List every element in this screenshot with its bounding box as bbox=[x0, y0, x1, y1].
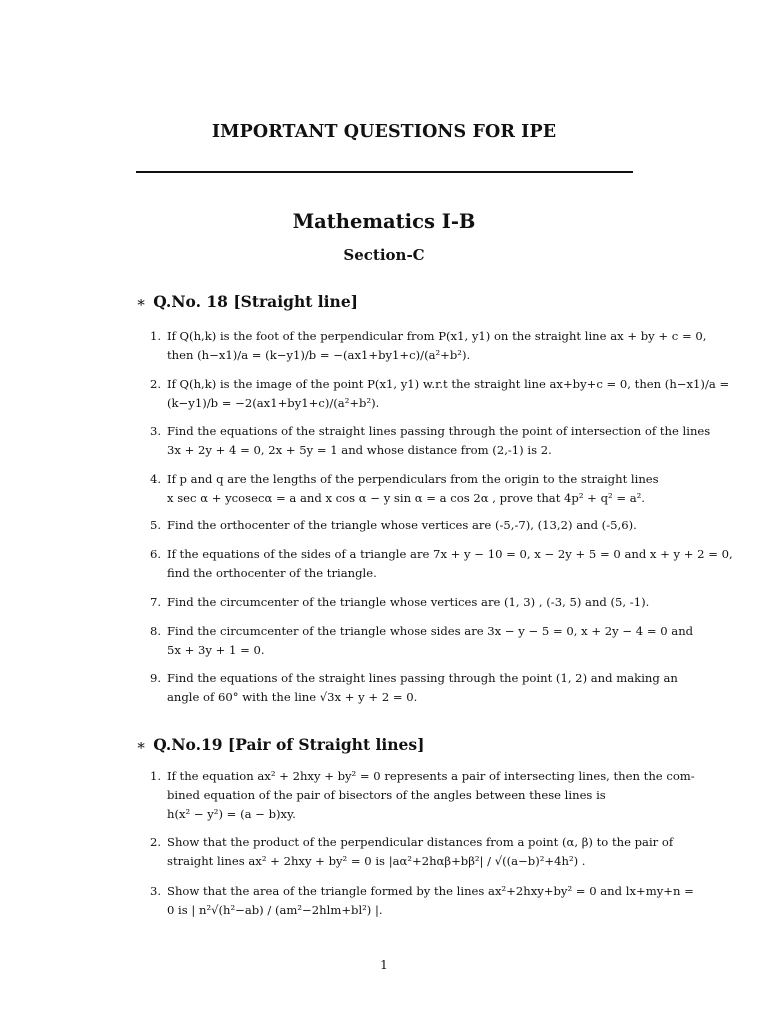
item-number: 1. bbox=[150, 329, 162, 343]
item-line: then (h−x1)/a = (k−y1)/b = −(ax1+by1+c)/(a²+b²). bbox=[167, 348, 471, 362]
item-line: bined equation of the pair of bisectors of the angles between these lines is bbox=[167, 788, 606, 802]
item-line: Find the equations of the straight lines passing through the point of intersection of the lines bbox=[167, 424, 711, 438]
question-heading-text: Q.No. 18 [Straight line] bbox=[153, 292, 359, 311]
item-line: x sec α + ycosecα = a and x cos α − y sin α = a cos 2α , prove that 4p² + q² = a². bbox=[167, 491, 645, 505]
item-line: Show that the product of the perpendicular distances from a point (α, β) to the pair of bbox=[167, 835, 674, 849]
item-line: 5x + 3y + 1 = 0. bbox=[167, 643, 265, 657]
item-line: Find the circumcenter of the triangle whose sides are 3x − y − 5 = 0, x + 2y − 4 = 0 and bbox=[167, 624, 694, 638]
item-line: If Q(h,k) is the foot of the perpendicular from P(x1, y1) on the straight line ax + by + c = 0, bbox=[167, 329, 707, 343]
item-line: straight lines ax² + 2hxy + by² = 0 is |aα²+2hαβ+bβ²| / √((a−b)²+4h²) . bbox=[167, 854, 586, 868]
item-number: 5. bbox=[150, 518, 162, 532]
question-heading-18 bbox=[136, 292, 358, 311]
item-number: 2. bbox=[150, 377, 162, 391]
item-line: If the equation ax² + 2hxy + by² = 0 represents a pair of intersecting lines, then the com- bbox=[167, 769, 695, 783]
star-bullet-icon: ∗ bbox=[136, 736, 147, 754]
item-number: 6. bbox=[150, 547, 162, 561]
item-line: find the orthocenter of the triangle. bbox=[167, 566, 377, 580]
subject-heading: Mathematics I-B bbox=[292, 210, 476, 233]
item-line: Find the circumcenter of the triangle whose vertices are (1, 3) , (-3, 5) and (5, -1). bbox=[167, 595, 650, 609]
section-heading: Section-C bbox=[343, 246, 425, 264]
item-line: angle of 60° with the line √3x + y + 2 = 0. bbox=[167, 690, 418, 704]
item-line: If p and q are the lengths of the perpendiculars from the origin to the straight lines bbox=[167, 472, 659, 486]
item-number: 3. bbox=[150, 884, 162, 898]
item-line: If Q(h,k) is the image of the point P(x1, y1) w.r.t the straight line ax+by+c = 0, then (h−x1)/a = bbox=[167, 377, 730, 391]
item-number: 8. bbox=[150, 624, 162, 638]
item-line: (k−y1)/b = −2(ax1+by1+c)/(a²+b²). bbox=[167, 396, 380, 410]
question-heading-19 bbox=[136, 735, 424, 754]
item-line: Find the orthocenter of the triangle whose vertices are (-5,-7), (13,2) and (-5,6). bbox=[167, 518, 637, 532]
item-number: 3. bbox=[150, 424, 162, 438]
item-line: 0 is | n²√(h²−ab) / (am²−2hlm+bl²) |. bbox=[167, 903, 383, 917]
item-line: If the equations of the sides of a triangle are 7x + y − 10 = 0, x − 2y + 5 = 0 and x + y + 2 = 0, bbox=[167, 547, 733, 561]
item-number: 9. bbox=[150, 671, 162, 685]
star-bullet-icon: ∗ bbox=[136, 293, 147, 311]
item-line: 3x + 2y + 4 = 0, 2x + 5y = 1 and whose distance from (2,-1) is 2. bbox=[167, 443, 552, 457]
title-divider bbox=[136, 171, 633, 173]
item-line: h(x² − y²) = (a − b)xy. bbox=[167, 807, 296, 821]
document-title: IMPORTANT QUESTIONS FOR IPE bbox=[211, 122, 557, 142]
page-number: 1 bbox=[380, 958, 388, 972]
item-number: 1. bbox=[150, 769, 162, 783]
item-number: 7. bbox=[150, 595, 162, 609]
item-number: 4. bbox=[150, 472, 162, 486]
item-line: Show that the area of the triangle formed by the lines ax²+2hxy+by² = 0 and lx+my+n = bbox=[167, 884, 694, 898]
item-line: Find the equations of the straight lines passing through the point (1, 2) and making an bbox=[167, 671, 678, 685]
question-heading-text: Q.No.19 [Pair of Straight lines] bbox=[153, 735, 425, 754]
item-number: 2. bbox=[150, 835, 162, 849]
